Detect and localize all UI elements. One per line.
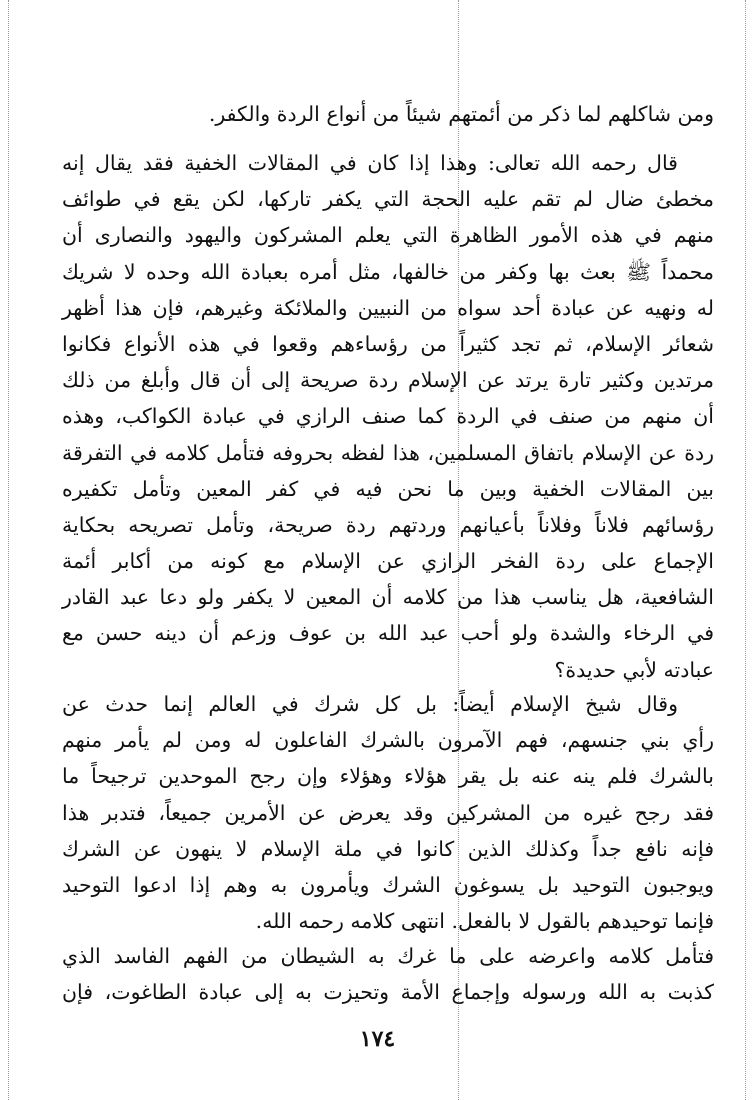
paragraph-3: [62, 686, 714, 939]
paragraph-4: [62, 938, 714, 1010]
paragraph-2: [62, 145, 714, 688]
text-line: الإجماع على ردة الفخر الرازي عن الإسلام مع كونه من أكابر أئمة: [62, 549, 714, 574]
text-line: محمداً ﷺ بعث بها وكفر من خالفها، مثل أمره بعبادة الله وحده لا شريك: [62, 259, 714, 284]
scan-edge-line-left: [8, 0, 9, 1100]
text-line: بين المقالات الخفية وبين ما نحن فيه في كفر المعين وتأمل تكفيره: [62, 476, 714, 501]
paragraph-1: [62, 96, 714, 132]
text-line: منهم في هذه الأمور الظاهرة التي يعلم المشركون واليهود والنصارى أن: [62, 223, 714, 248]
text-line: عبادته لأبي حديدة؟: [554, 657, 714, 682]
text-line: رأي بني جنسهم، فهم الآمرون بالشرك الفاعلون له ومن لم يأمر منهم: [62, 728, 714, 753]
text-line: مخطئ ضال لم تقم عليه الحجة التي يكفر تاركها، لكن يقع في طوائف: [62, 187, 714, 212]
text-line: مرتدين وكثير تارة يرتد عن الإسلام ردة صريحة إلى أن قال وأبلغ من ذلك: [62, 368, 714, 393]
text-line: الشافعية، هل يناسب هذا من كلامه أن المعين لا يكفر ولو دعا عبد القادر: [62, 585, 714, 610]
text-line: ومن شاكلهم لما ذكر من أئمتهم شيئاً من أنواع الردة والكفر.: [208, 102, 714, 126]
text-line: له ونهيه عن عبادة أحد سواه من النبيين والملائكة وغيرهم، فإن هذا أظهر: [62, 295, 714, 320]
text-line: فإنه نافع جداً وكذلك الذين كانوا في ملة الإسلام لا ينهون عن الشرك: [62, 836, 714, 861]
text-line: ردة عن الإسلام باتفاق المسلمين، هذا لفظه بحروفه فتأمل كلامه في التفرقة: [62, 440, 714, 465]
text-line: فتأمل كلامه واعرضه على ما غرك به الشيطان من الفهم الفاسد الذي: [62, 944, 714, 968]
text-line: فقد رجح غيره من المشركين وقد يعرض عن الأمرين جميعاً، فتدبر هذا: [62, 800, 714, 825]
text-line: أن منهم من صنف في الردة كما صنف الرازي في عبادة الكواكب، وهذه: [62, 404, 714, 429]
text-line: ويوجبون التوحيد بل يسوغون الشرك ويأمرون به وهم إذا ادعوا التوحيد: [62, 872, 714, 897]
text-line: وقال شيخ الإسلام أيضاً: بل كل شرك في العالم إنما حدث عن: [62, 692, 678, 716]
page-number: ١٧٤: [359, 1026, 396, 1052]
text-line: كذبت به الله ورسوله وإجماع الأمة وتحيزت به إلى عبادة الطاغوت، فإن: [62, 980, 714, 1005]
text-line: بالشرك فلم ينه عنه بل يقر هؤلاء وهؤلاء وإن رجح الموحدين ترجيحاً ما: [62, 764, 714, 789]
text-line: في الرخاء والشدة ولو أحب عبد الله بن عوف وزعم أن دينه حسن مع: [62, 621, 714, 646]
text-line: رؤسائهم فلاناً وفلاناً بأعيانهم وردتهم ردة صريحة، وتأمل تصريحه بحكاية: [62, 512, 714, 537]
text-line: قال رحمه الله تعالى: وهذا إذا كان في المقالات الخفية فقد يقال إنه: [62, 151, 678, 175]
scan-edge-line-right: [745, 0, 746, 1100]
text-line: فإنما توحيدهم بالقول لا بالفعل. انتهى كلامه رحمه الله.: [255, 909, 714, 934]
text-line: شعائر الإسلام، ثم تجد كثيراً من رؤساءهم وقعوا في هذه الأنواع فكانوا: [62, 331, 714, 356]
